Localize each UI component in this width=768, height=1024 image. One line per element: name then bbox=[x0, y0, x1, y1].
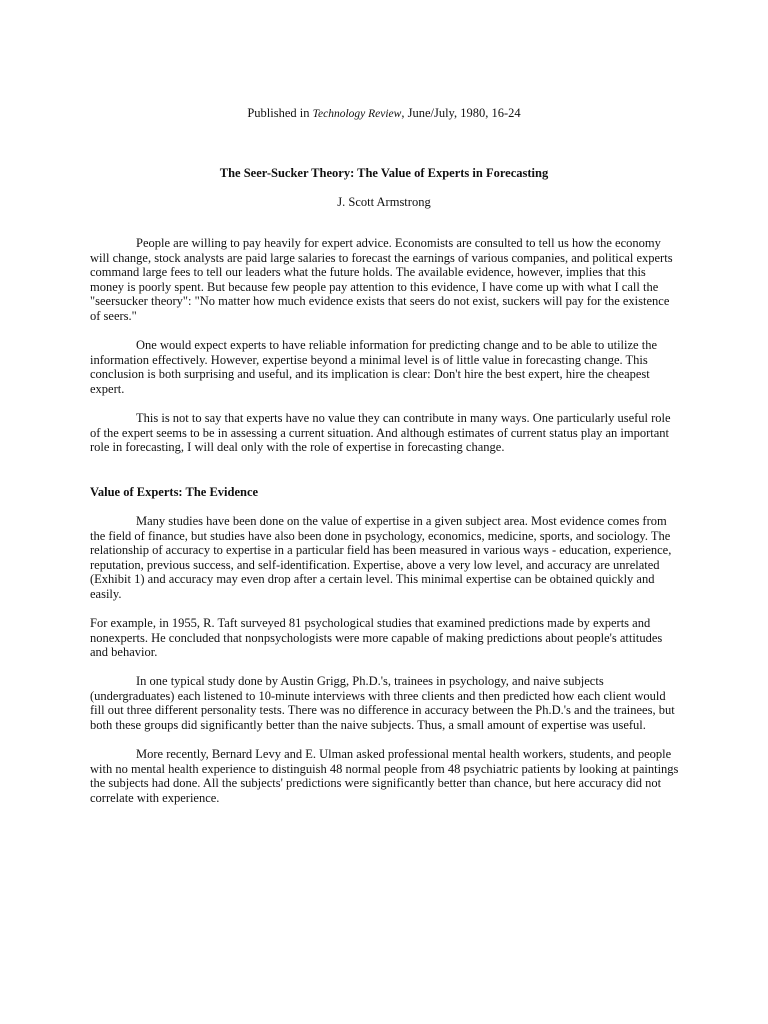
article-author: J. Scott Armstrong bbox=[337, 195, 431, 209]
article-title: The Seer-Sucker Theory: The Value of Experts in Forecasting bbox=[219, 166, 549, 180]
journal-name: Technology Review bbox=[312, 108, 402, 120]
paragraph-limits: This is not to say that experts have no value they can contribute in many ways. One particularly useful role of the expert seems to be in assessing a current situation. And although estimates of current status play an important role in forecasting, I will deal only with the role of expertise in forecasting change. bbox=[90, 411, 671, 455]
publication-line bbox=[0, 106, 768, 121]
publication-prefix: Published in bbox=[247, 106, 313, 120]
paragraph-levy-ulman: More recently, Bernard Levy and E. Ulman asked professional mental health workers, students, and people with no mental health experience to distinguish 48 normal people from 48 psychiatric patients by looking at paintings the subjects had done. All the subjects' predictions were significantly better than chance, but here accuracy did not correlate with experience. bbox=[90, 747, 679, 805]
section-heading: Value of Experts: The Evidence bbox=[90, 485, 259, 499]
paragraph-studies: Many studies have been done on the value of expertise in a given subject area. Most evidence comes from the field of finance, but studies have also been done in psychology, economics, medicine, sports, and sociology. The relationship of accuracy to expertise in a particular field has been measured in various ways - education, experience, reputation, previous success, and self-identification. Expertise, above a very low level, and accuracy are unrelated (Exhibit 1) and accuracy may even drop after a certain level. This minimal expertise can be obtained quickly and easily. bbox=[90, 514, 672, 601]
paragraph-expectation: One would expect experts to have reliable information for predicting change and to be able to utilize the information effectively. However, expertise beyond a minimal level is of little value in forecasting change. This conclusion is both surprising and useful, and its implication is clear: Don't hire the best expert, hire the cheapest expert. bbox=[90, 338, 657, 396]
publication-suffix: , June/July, 1980, 16-24 bbox=[401, 106, 521, 120]
paragraph-grigg: In one typical study done by Austin Grigg, Ph.D.'s, trainees in psychology, and naive subjects (undergraduates) each listened to 10-minute interviews with three clients and then predicted how each client would fill out three different personality tests. There was no difference in accuracy between the Ph.D.'s and the trainees, but both these groups did significantly better than the naive subjects. Thus, a small amount of expertise was useful. bbox=[90, 674, 675, 732]
paragraph-taft: For example, in 1955, R. Taft surveyed 81 psychological studies that examined predictions made by experts and nonexperts. He concluded that nonpsychologists were more capable of making predictions about people's attitudes and behavior. bbox=[90, 616, 663, 660]
paragraph-intro: People are willing to pay heavily for expert advice. Economists are consulted to tell us how the economy will change, stock analysts are paid large salaries to forecast the earnings of various companies, and political experts command large fees to tell our leaders what the future holds. The available evidence, however, implies that this money is poorly spent. But because few people pay attention to this evidence, I have come up with what I call the "seersucker theory": "No matter how much evidence exists that seers do not exist, suckers will pay for the existence of seers." bbox=[90, 236, 673, 323]
